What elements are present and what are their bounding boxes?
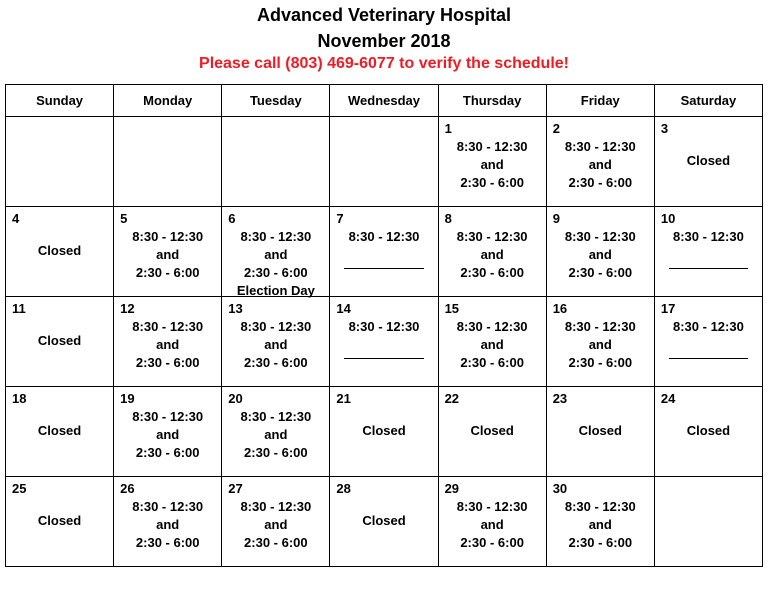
day-number: 19	[120, 391, 135, 406]
hours-line: 2:30 - 6:00	[568, 265, 633, 280]
hours-line: 8:30 - 12:30	[348, 229, 420, 244]
day-cell	[438, 387, 546, 477]
hours-line: 2:30 - 6:00	[460, 535, 524, 550]
hours-block	[547, 138, 654, 192]
hospital-title: Advanced Veterinary Hospital	[256, 5, 512, 25]
hours-block	[114, 498, 221, 552]
hours-block	[547, 498, 654, 552]
day-number: 2	[552, 121, 560, 136]
day-cell	[546, 207, 654, 297]
day-number: 12	[120, 301, 135, 316]
hours-line: 2:30 - 6:00	[460, 355, 524, 370]
weekday-sunday: Sunday	[6, 85, 114, 117]
hours-line: 8:30 - 12:30	[132, 319, 204, 334]
closed-label: Closed	[37, 243, 82, 258]
closed-label: Closed	[578, 423, 622, 438]
hours-line: 8:30 - 12:30	[456, 229, 528, 244]
hours-block	[547, 318, 654, 372]
hours-line: 8:30 - 12:30	[132, 229, 204, 244]
hours-line: 8:30 - 12:30	[456, 139, 528, 154]
hours-line: 8:30 - 12:30	[673, 229, 744, 244]
day-number: 17	[660, 301, 676, 316]
day-cell	[546, 477, 654, 567]
hours-line: and	[480, 517, 504, 532]
day-cell	[330, 387, 438, 477]
day-cell	[114, 387, 222, 477]
hours-line: and	[480, 157, 504, 172]
hours-block	[330, 318, 437, 336]
day-cell	[222, 297, 330, 387]
hours-line: 8:30 - 12:30	[456, 499, 528, 514]
day-number: 3	[660, 121, 669, 136]
day-cell	[654, 207, 762, 297]
closed-label: Closed	[37, 513, 82, 528]
hours-line: and	[480, 247, 504, 262]
hours-block	[222, 228, 329, 300]
hours-block	[222, 318, 329, 372]
day-cell	[654, 117, 762, 207]
hours-line: and	[588, 247, 612, 262]
hours-line: 2:30 - 6:00	[135, 265, 200, 280]
hours-line: 2:30 - 6:00	[244, 265, 308, 280]
day-cell	[546, 297, 654, 387]
day-number: 16	[552, 301, 568, 316]
hours-block	[222, 498, 329, 552]
day-cell	[654, 387, 762, 477]
hours-line: 2:30 - 6:00	[568, 355, 633, 370]
week-row	[6, 387, 763, 477]
hours-line: 2:30 - 6:00	[460, 175, 524, 190]
verify-notice: Please call (803) 469-6077 to verify the schedule!	[199, 55, 569, 72]
weekday-wednesday: Wednesday	[330, 85, 438, 117]
hours-block	[330, 228, 437, 246]
closed-label: Closed	[362, 513, 406, 528]
divider-line	[669, 358, 748, 359]
day-cell	[222, 207, 330, 297]
hours-line: 2:30 - 6:00	[244, 355, 308, 370]
day-cell	[6, 297, 114, 387]
hours-line: 8:30 - 12:30	[240, 499, 312, 514]
day-number: 10	[660, 211, 676, 226]
hours-block	[439, 138, 546, 192]
day-number: 9	[552, 211, 560, 226]
hours-line: 8:30 - 12:30	[240, 229, 312, 244]
day-cell	[654, 477, 762, 567]
hours-line: 8:30 - 12:30	[132, 499, 204, 514]
day-number: 18	[12, 391, 27, 406]
hours-block	[114, 228, 221, 282]
hours-line: and	[264, 337, 288, 352]
day-cell	[114, 117, 222, 207]
day-number: 13	[228, 301, 243, 316]
day-number: 8	[444, 211, 452, 226]
hours-line: 8:30 - 12:30	[564, 319, 636, 334]
day-cell	[438, 117, 546, 207]
day-number: 29	[444, 481, 460, 496]
weekday-thursday: Thursday	[438, 85, 546, 117]
hours-line: 8:30 - 12:30	[132, 409, 204, 424]
day-cell	[114, 477, 222, 567]
day-cell	[654, 297, 762, 387]
hours-line: 8:30 - 12:30	[564, 499, 636, 514]
day-number: 26	[120, 481, 135, 496]
week-row	[6, 117, 763, 207]
day-number: 7	[336, 211, 344, 226]
day-cell	[330, 477, 438, 567]
day-number: 5	[120, 211, 128, 226]
week-row	[6, 477, 763, 567]
closed-label: Closed	[686, 153, 731, 168]
day-cell	[6, 477, 114, 567]
hours-line: and	[156, 427, 180, 442]
hours-block	[439, 498, 546, 552]
hours-line: 2:30 - 6:00	[568, 535, 633, 550]
day-cell	[330, 117, 438, 207]
week-row	[6, 207, 763, 297]
day-number: 28	[336, 481, 351, 496]
week-row	[6, 297, 763, 387]
calendar-body	[6, 117, 763, 567]
hours-line: and	[264, 247, 288, 262]
day-cell	[438, 207, 546, 297]
hours-line: 8:30 - 12:30	[240, 409, 312, 424]
closed-label: Closed	[470, 423, 514, 438]
hours-line: 8:30 - 12:30	[348, 319, 420, 334]
hours-line: Election Day	[236, 283, 315, 298]
day-cell	[6, 117, 114, 207]
hours-block	[655, 228, 762, 246]
hours-line: and	[480, 337, 504, 352]
hours-line: 2:30 - 6:00	[244, 535, 308, 550]
divider-line	[669, 268, 748, 269]
hours-line: and	[156, 517, 180, 532]
hours-line: and	[588, 157, 612, 172]
hours-line: and	[264, 427, 288, 442]
weekday-tuesday: Tuesday	[222, 85, 330, 117]
day-cell	[114, 297, 222, 387]
day-cell	[438, 477, 546, 567]
hours-line: 2:30 - 6:00	[135, 445, 200, 460]
divider-line	[344, 268, 423, 269]
hours-line: 8:30 - 12:30	[564, 229, 636, 244]
day-cell	[330, 207, 438, 297]
hours-block	[439, 318, 546, 372]
hours-line: 8:30 - 12:30	[673, 319, 744, 334]
day-cell	[546, 117, 654, 207]
day-cell	[6, 207, 114, 297]
hours-block	[547, 228, 654, 282]
day-cell	[222, 387, 330, 477]
day-number: 30	[552, 481, 568, 496]
day-number: 20	[228, 391, 243, 406]
day-number: 11	[12, 301, 26, 316]
hours-block	[222, 408, 329, 462]
hours-line: 2:30 - 6:00	[244, 445, 308, 460]
hours-line: and	[156, 247, 180, 262]
day-number: 1	[444, 121, 452, 136]
closed-label: Closed	[686, 423, 731, 438]
day-number: 6	[228, 211, 236, 226]
hours-line: 8:30 - 12:30	[564, 139, 636, 154]
divider-line	[344, 358, 423, 359]
hours-block	[114, 408, 221, 462]
day-number: 4	[12, 211, 20, 226]
month-title: November 2018	[317, 31, 451, 51]
day-number: 15	[444, 301, 460, 316]
day-number: 22	[444, 391, 460, 406]
day-number: 24	[660, 391, 676, 406]
hours-line: and	[264, 517, 288, 532]
day-cell	[438, 297, 546, 387]
hours-block	[655, 318, 762, 336]
hours-line: 2:30 - 6:00	[460, 265, 524, 280]
hours-line: 8:30 - 12:30	[240, 319, 312, 334]
hours-block	[114, 318, 221, 372]
hours-line: and	[588, 337, 612, 352]
day-number: 21	[336, 391, 351, 406]
hours-line: 2:30 - 6:00	[135, 535, 200, 550]
hours-block	[439, 228, 546, 282]
hours-line: 8:30 - 12:30	[456, 319, 528, 334]
calendar-table	[5, 84, 763, 567]
day-number: 25	[12, 481, 27, 496]
weekday-friday: Friday	[546, 85, 654, 117]
weekday-monday: Monday	[114, 85, 222, 117]
day-cell	[6, 387, 114, 477]
day-number: 27	[228, 481, 243, 496]
hours-line: and	[156, 337, 180, 352]
day-cell	[222, 117, 330, 207]
closed-label: Closed	[37, 333, 82, 348]
hours-line: and	[588, 517, 612, 532]
day-cell	[222, 477, 330, 567]
day-number: 14	[336, 301, 351, 316]
day-number: 23	[552, 391, 568, 406]
day-cell	[114, 207, 222, 297]
day-cell	[546, 387, 654, 477]
hours-line: 2:30 - 6:00	[135, 355, 200, 370]
hours-line: 2:30 - 6:00	[568, 175, 633, 190]
closed-label: Closed	[362, 423, 406, 438]
weekday-saturday: Saturday	[654, 85, 762, 117]
day-cell	[330, 297, 438, 387]
closed-label: Closed	[37, 423, 82, 438]
weekday-header-row	[6, 85, 763, 117]
